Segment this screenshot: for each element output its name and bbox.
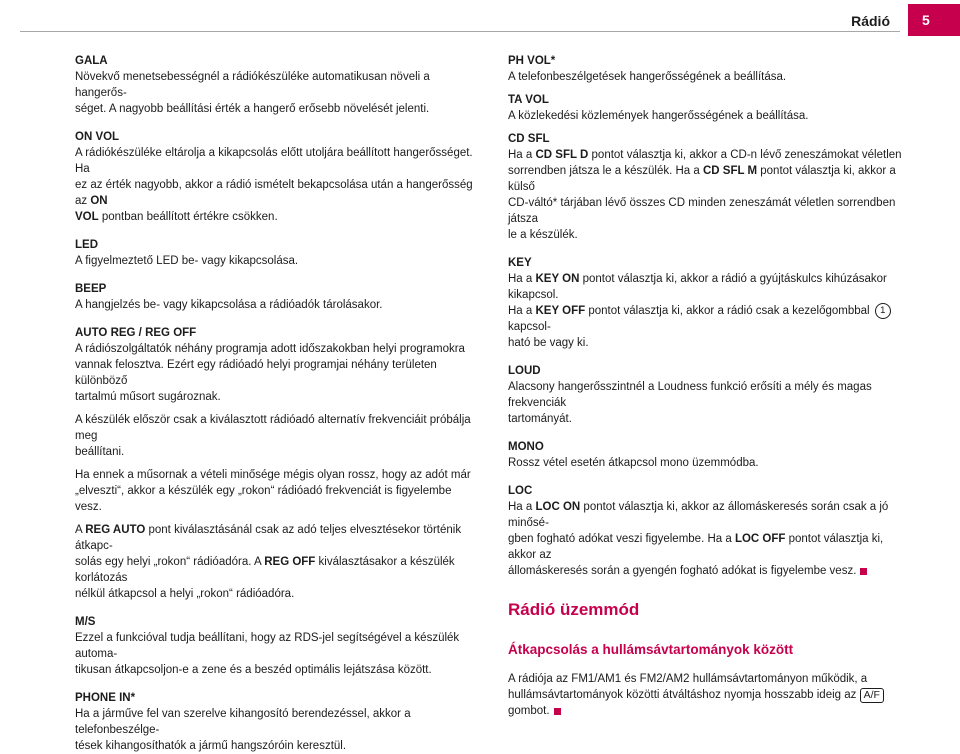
section-end-marker: [860, 568, 867, 575]
term-onvol: ON VOL: [75, 131, 120, 143]
desc-key: [508, 271, 913, 351]
desc-ms: Ezzel a funkcióval tudja beállítani, hogy az RDS-jel segítségével a készülék automa- tikusan átkapcsoljon-e a zene és a beszéd optimális lejátszása között.: [75, 632, 460, 676]
desc-autoreg-1: A rádiószolgáltatók néhány programja adott időszakokban helyi programokra vannak felosztva. Ezért egy rádióadó helyi programjai néhány területen különböző tartalmú műsort sugároznak.: [75, 343, 465, 403]
desc-beep: A hangjelzés be- vagy kikapcsolása a rádióadók tárolásakor.: [75, 299, 383, 311]
desc-loc-a: Ha a: [508, 501, 536, 514]
desc-loc-b: pontot választja ki, akkor az állomáskeresés során csak a jó minősé- gben fogható adókat veszi figyelembe. Ha a: [508, 501, 889, 546]
desc-autoreg-4b: pont kiválasztásánál csak az adó teljes elvesztésekor történik átkapc- solás egy helyi „rokon“ rádióadóra. A: [75, 524, 462, 568]
term-mono: MONO: [508, 441, 544, 454]
desc-tavol: A közlekedési közlemények hangerősségének a beállítása.: [508, 110, 809, 122]
page-header: [0, 0, 960, 40]
desc-key-d: kapcsol- ható be vagy ki.: [508, 321, 589, 350]
desc-autoreg-4a: A: [75, 524, 86, 536]
desc-loud: Alacsony hangerősszintnél a Loudness funkció erősíti a mély és magas frekvenciák tartományát.: [508, 381, 872, 426]
desc-autoreg-kw1: REG AUTO: [85, 524, 146, 536]
term-led: LED: [75, 239, 98, 251]
desc-autoreg-4: [75, 522, 480, 602]
desc-onvol-kw: ON VOL: [75, 195, 108, 223]
desc-cdsfl-c: pontot választja ki, akkor a külső CD-váltó* tárjában lévő összes CD minden zeneszámát véletlen sorrendben játsza le a készülék.: [508, 165, 896, 241]
desc-key-c: pontot választja ki, akkor a rádió csak a kezelőgombbal: [585, 305, 873, 318]
desc-onvol: [75, 145, 480, 225]
desc-led: A figyelmeztető LED be- vagy kikapcsolása.: [75, 255, 299, 267]
term-phvol: PH VOL*: [508, 55, 556, 67]
term-key: KEY: [508, 257, 532, 269]
desc-loc-c: pontot választja ki, akkor az állomáskeresés során a gyengén fogható adókat is figyelembe vesz.: [508, 533, 884, 578]
left-column: [75, 53, 480, 754]
desc-phvol: A telefonbeszélgetések hangerősségének a beállítása.: [508, 71, 787, 83]
term-ms: M/S: [75, 616, 96, 628]
desc-key-b: pontot választja ki, akkor a rádió a gyújtáskulcs kihúzásakor kikapcsol. Ha a: [508, 273, 887, 318]
desc-loc-kw2: LOC OFF: [734, 533, 786, 546]
section-end-marker: [554, 708, 561, 715]
desc-phonein: Ha a járműve fel van szerelve kihangosító berendezéssel, akkor a telefonbeszélge- tések kihangosíthatók a jármű hangszóróin keresztül.: [75, 708, 411, 752]
right-column: [508, 53, 913, 719]
header-rule: [20, 31, 900, 32]
desc-cdsfl-a: Ha a: [508, 149, 536, 161]
desc-cdsfl-kw1: CD SFL D: [535, 149, 589, 161]
page-number: 5: [922, 12, 930, 28]
desc-loc: [508, 499, 913, 579]
desc-waveband: [508, 671, 913, 719]
term-cdsfl: CD SFL: [508, 133, 550, 145]
desc-mono: Rossz vétel esetén átkapcsol mono üzemmódba.: [508, 457, 759, 470]
term-loud: LOUD: [508, 365, 541, 378]
desc-waveband-b: gombot.: [508, 705, 550, 718]
desc-gala: Növekvő menetsebességnél a rádiókészüléke automatikusan növeli a hangerős- séget. A nagyobb beállítási érték a hangerő erősebb növelését jelenti.: [75, 71, 430, 115]
desc-onvol-b: pontban beállított értékre csökken.: [98, 211, 278, 223]
desc-cdsfl: [508, 147, 913, 243]
desc-loc-kw1: LOC ON: [535, 501, 581, 514]
control-knob-1-icon: 1: [875, 303, 891, 319]
term-gala: GALA: [75, 55, 108, 67]
desc-autoreg-4c: kiválasztásakor a készülék korlátozás nélkül átkapcsol a helyi „rokon“ rádióadóra.: [75, 556, 455, 600]
desc-cdsfl-kw2: CD SFL M: [702, 165, 758, 177]
desc-cdsfl-b: pontot választja ki, akkor a CD-n lévő zeneszámokat véletlen sorrendben játsza le a készülék. Ha a: [508, 149, 902, 177]
header-title: Rádió: [851, 13, 890, 29]
subsection-title: Átkapcsolás a hullámsávtartományok között: [508, 642, 794, 658]
desc-autoreg-kw2: REG OFF: [264, 556, 316, 568]
term-beep: BEEP: [75, 283, 107, 295]
desc-key-kw2: KEY OFF: [535, 305, 586, 318]
desc-key-a: Ha a: [508, 273, 536, 285]
page-number-box: [908, 4, 960, 36]
term-loc: LOC: [508, 485, 533, 498]
term-autoreg: AUTO REG / REG OFF: [75, 327, 197, 339]
desc-waveband-a: A rádiója az FM1/AM1 és FM2/AM2 hullámsávtartományon működik, a hullámsávtartományok közötti átváltáshoz nyomja hosszabb ideig az: [508, 673, 868, 702]
desc-autoreg-3: Ha ennek a műsornak a vételi minősége mégis olyan rossz, hogy az adót már „elveszti“, akkor a készülék egy „rokon“ rádióadó frekvenciát is figyelembe vesz.: [75, 469, 471, 513]
term-tavol: TA VOL: [508, 94, 549, 106]
desc-onvol-a: A rádiókészüléke eltárolja a kikapcsolás előtt utoljára beállított hangerősséget. Ha ez az érték nagyobb, akkor a rádió ismételt bekapcsolása után a hangerősség az: [75, 147, 473, 207]
section-title: Rádió üzemmód: [508, 600, 640, 620]
term-phonein: PHONE IN*: [75, 692, 136, 704]
af-key-icon: A/F: [860, 688, 884, 703]
desc-autoreg-2: A készülék először csak a kiválasztott rádióadó alternatív frekvenciáit próbálja meg beállítani.: [75, 414, 471, 458]
desc-key-kw1: KEY ON: [535, 273, 580, 285]
